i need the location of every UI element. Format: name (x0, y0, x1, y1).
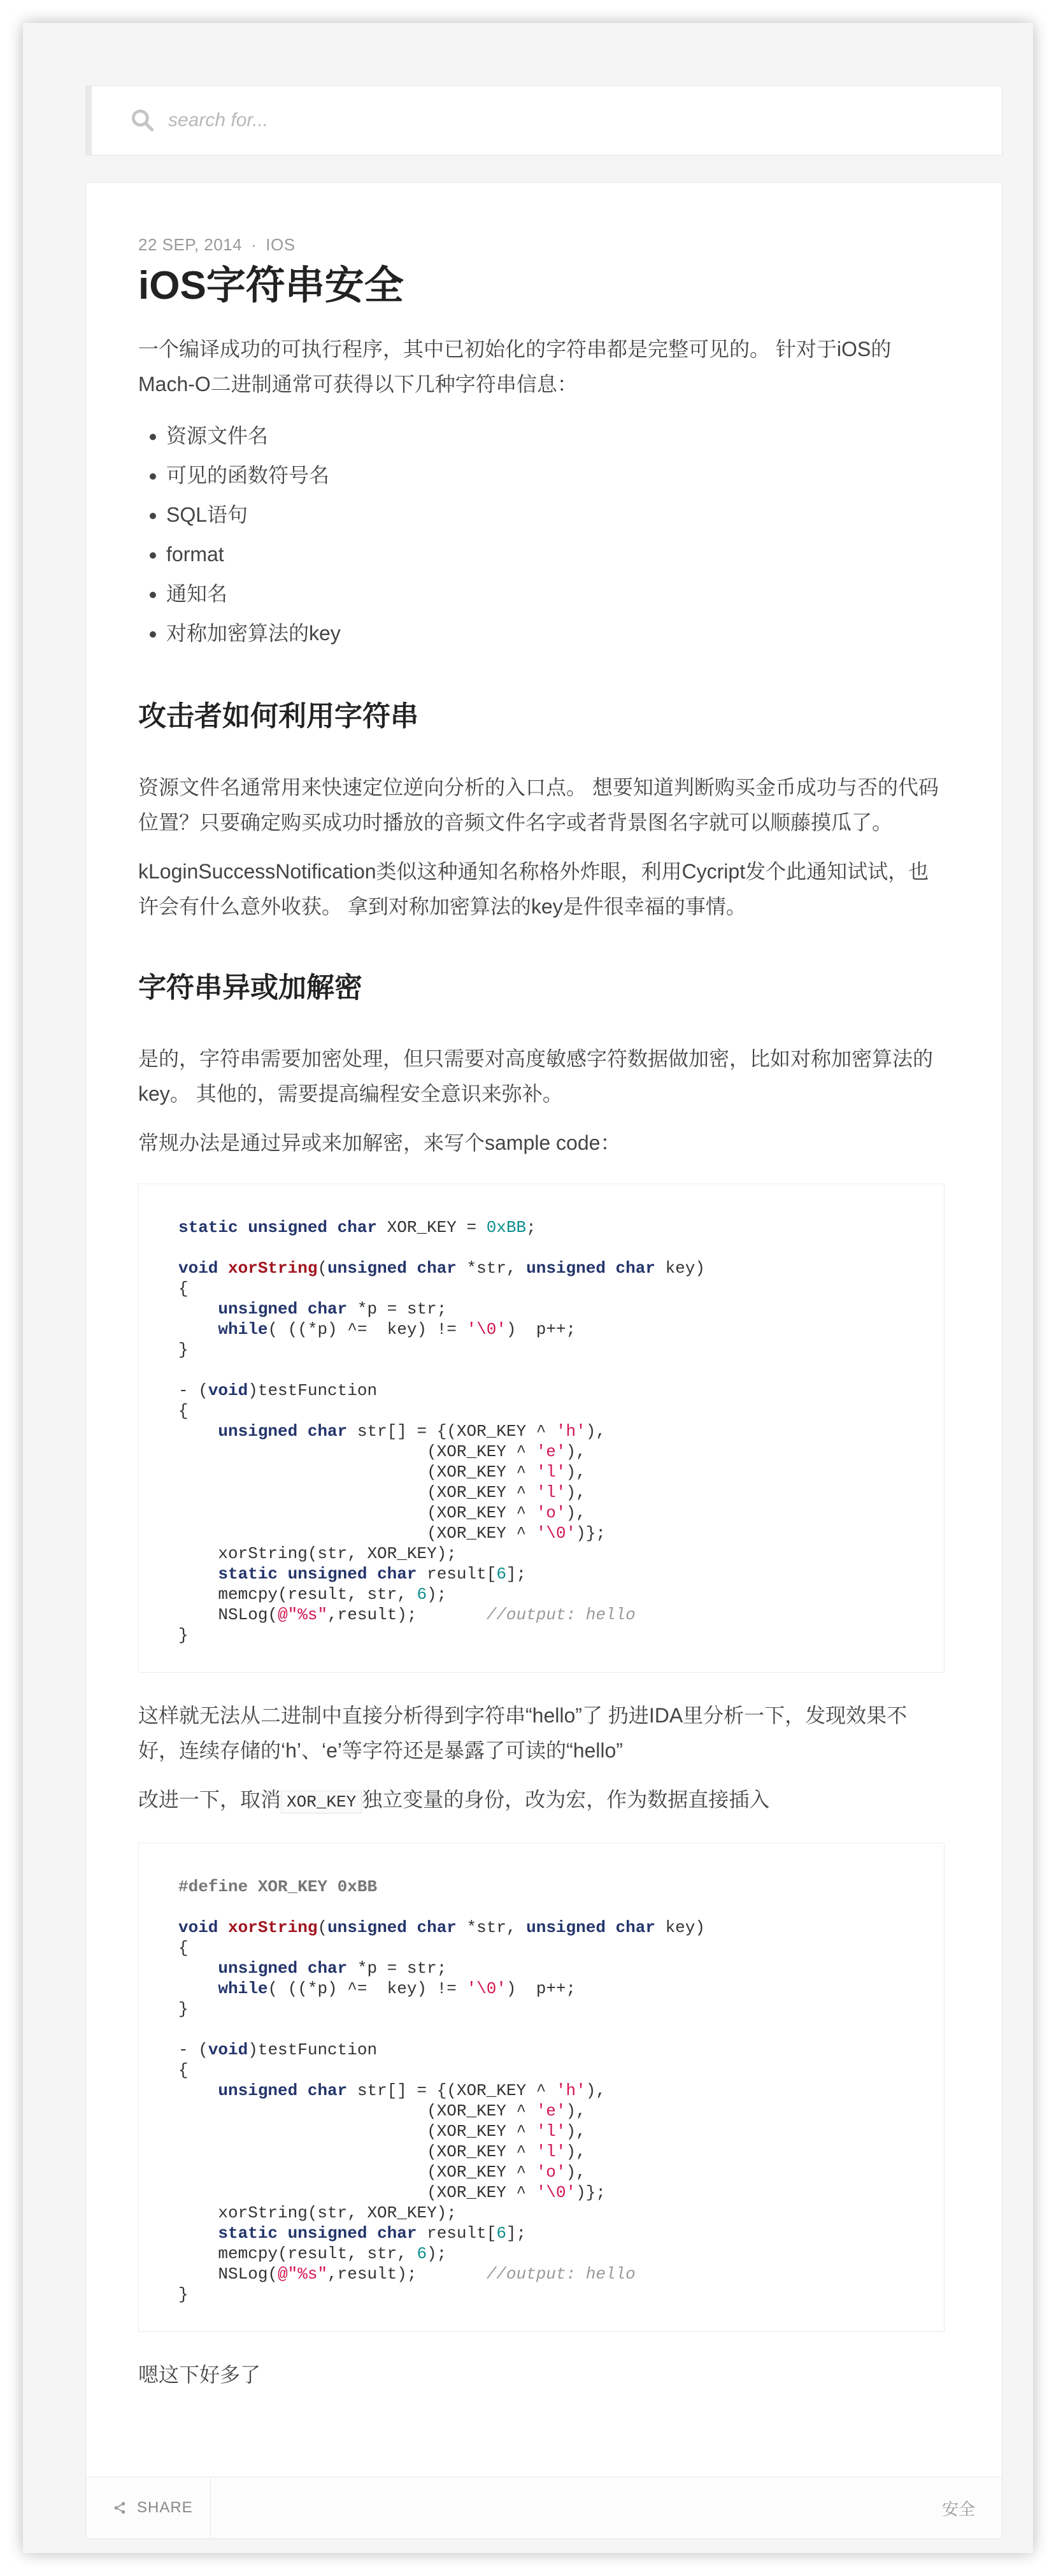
code-line: unsigned char str[] = {(XOR_KEY ^ 'h'), (218, 1422, 606, 1441)
post-card (85, 182, 1002, 2539)
code-line: static unsigned char XOR_KEY = 0xBB; (178, 1218, 536, 1237)
code-block-2 (138, 1843, 945, 2332)
section-heading-xor: 字符串异或加解密 (138, 972, 362, 1003)
code-line: (XOR_KEY ^ 'e'), (178, 1442, 586, 1461)
code-line: (XOR_KEY ^ '\0')}; (178, 2183, 606, 2202)
code-line: { (178, 1401, 189, 1420)
paragraph: 改进一下，取消 XOR_KEY 独立变量的身份，改为宏，作为数据直接插入 (138, 1782, 945, 1820)
page-frame (23, 23, 1033, 2553)
share-label: SHARE (137, 2499, 193, 2516)
post-content (138, 234, 945, 2407)
list-item: • SQL语句 (166, 495, 945, 534)
code-line: static unsigned char result[6]; (218, 2224, 527, 2243)
code-line: } (178, 2000, 189, 2019)
code-line: } (178, 1626, 189, 1645)
code-line: static unsigned char result[6]; (218, 1564, 527, 1584)
paragraph: kLoginSuccessNotification类似这种通知名称格外炸眼，利用Cycript发个此通知试试，也许会有什么意外收获。 拿到对称加密算法的key是件很幸福的事情。 (138, 860, 929, 918)
paragraph: 这样就无法从二进制中直接分析得到字符串“hello”了 扔进IDA里分析一下，发现效果不好，连续存储的‘h’、‘e’等字符还是暴露了可读的“hello” (138, 1704, 908, 1762)
code-line: { (178, 1279, 189, 1298)
section-heading-attack: 攻击者如何利用字符串 (138, 701, 418, 732)
string-info-list (138, 416, 945, 653)
share-icon (113, 2501, 127, 2515)
code-line: memcpy(result, str, 6); (178, 2244, 447, 2263)
code-block-1 (138, 1184, 945, 1673)
paragraph: 是的，字符串需要加密处理，但只需要对高度敏感字符数据做加密，比如对称加密算法的key。 其他的，需要提高编程安全意识来弥补。 (138, 1047, 934, 1105)
code-line: (XOR_KEY ^ 'l'), (178, 2142, 586, 2161)
search-icon (129, 106, 157, 134)
code-line: - (void)testFunction (178, 2040, 378, 2059)
intro-paragraph: 一个编译成功的可执行程序，其中已初始化的字符串都是完整可见的。 针对于iOS的Mach-O二进制通常可获得以下几种字符串信息： (138, 338, 892, 396)
post-meta (138, 234, 945, 255)
share-button[interactable] (86, 2477, 211, 2538)
code-line: xorString(str, XOR_KEY); (178, 1544, 457, 1563)
paragraph: 资源文件名通常用来快速定位逆向分析的入口点。 想要知道判断购买金币成功与否的代码位置？只要确定购买成功时播放的音频文件名字或者背景图名字就可以顺藤摸瓜了。 (138, 776, 939, 834)
code-line: (XOR_KEY ^ 'l'), (178, 1483, 586, 1502)
search-bar[interactable] (85, 85, 1002, 155)
code-line: #define XOR_KEY 0xBB (178, 1877, 378, 1896)
conclusion-paragraph: 嗯这下好多了 (138, 2363, 261, 2386)
code-line: - (void)testFunction (178, 1381, 378, 1400)
code-line: xorString(str, XOR_KEY); (178, 2203, 457, 2222)
list-item: • 可见的函数符号名 (166, 455, 945, 495)
post-title: iOS字符串安全 (138, 264, 404, 308)
code-line: (XOR_KEY ^ 'o'), (178, 1503, 586, 1522)
code-line: (XOR_KEY ^ '\0')}; (178, 1524, 606, 1543)
code-line: (XOR_KEY ^ 'l'), (178, 1463, 586, 1482)
code-line: void xorString(unsigned char *str, unsigned char key) (178, 1918, 705, 1937)
code-line: while( ((*p) ^= key) != '\0') p++; (218, 1320, 576, 1339)
code-line: (XOR_KEY ^ 'l'), (178, 2122, 586, 2141)
code-line: { (178, 2061, 189, 2080)
list-item: • 对称加密算法的key (166, 613, 945, 653)
code-line: unsigned char str[] = {(XOR_KEY ^ 'h'), (218, 2081, 606, 2100)
post-date: 22 SEP, 2014 (138, 235, 243, 254)
code-line: memcpy(result, str, 6); (178, 1585, 447, 1604)
post-category[interactable]: IOS (266, 235, 296, 254)
list-item: • 资源文件名 (166, 416, 945, 455)
code-line: NSLog(@"%s",result); //output: hello (178, 2265, 636, 2284)
inline-code: XOR_KEY (281, 1791, 362, 1814)
code-line: { (178, 1938, 189, 1957)
code-line: (XOR_KEY ^ 'e'), (178, 2101, 586, 2121)
post-footer (86, 2477, 1002, 2538)
code-line: NSLog(@"%s",result); //output: hello (178, 1605, 636, 1624)
paragraph: 常规办法是通过异或来加解密，来写个sample code： (138, 1131, 621, 1154)
code-line: unsigned char *p = str; (218, 1959, 447, 1978)
post-tag[interactable]: 安全 (941, 2499, 975, 2519)
code-line: } (178, 1340, 189, 1359)
list-item: • 通知名 (166, 574, 945, 613)
search-input[interactable] (167, 101, 934, 140)
code-line: (XOR_KEY ^ 'o'), (178, 2163, 586, 2182)
code-line: unsigned char *p = str; (218, 1299, 447, 1319)
meta-separator: · (251, 235, 257, 254)
code-line: } (178, 2285, 189, 2304)
list-item: • format (166, 534, 945, 574)
code-line: void xorString(unsigned char *str, unsigned char key) (178, 1259, 705, 1278)
code-line: while( ((*p) ^= key) != '\0') p++; (218, 1979, 576, 1998)
